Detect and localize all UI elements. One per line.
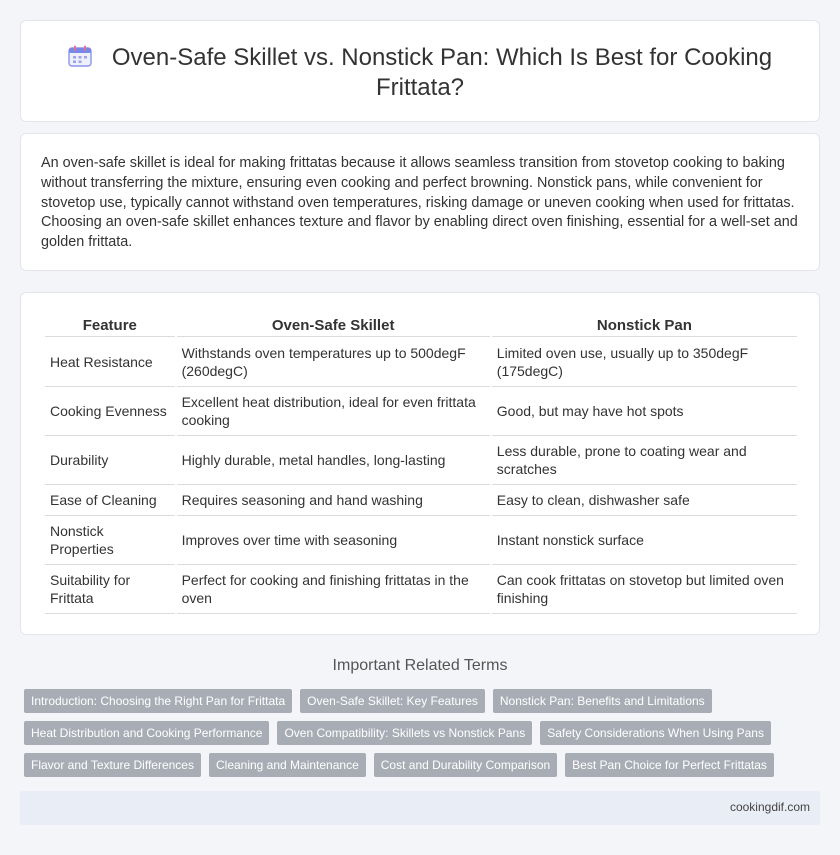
skillet-cell: Requires seasoning and hand washing	[177, 485, 490, 516]
nonstick-cell: Limited oven use, usually up to 350degF (175degC)	[492, 337, 797, 387]
related-tag[interactable]: Nonstick Pan: Benefits and Limitations	[493, 689, 712, 713]
nonstick-cell: Easy to clean, dishwasher safe	[492, 485, 797, 516]
feature-cell: Ease of Cleaning	[45, 485, 175, 516]
table-row	[45, 485, 797, 516]
table-row	[45, 436, 797, 485]
feature-cell: Cooking Evenness	[45, 387, 175, 436]
footer	[20, 791, 820, 825]
related-tag[interactable]: Flavor and Texture Differences	[24, 753, 201, 777]
related-tag[interactable]: Cleaning and Maintenance	[209, 753, 366, 777]
related-tags-row-2	[24, 721, 824, 745]
nonstick-cell: Instant nonstick surface	[492, 516, 797, 565]
header-nonstick-pan: Nonstick Pan	[492, 315, 797, 337]
nonstick-cell: Good, but may have hot spots	[492, 387, 797, 436]
nonstick-cell: Less durable, prone to coating wear and scratches	[492, 436, 797, 485]
header-oven-safe-skillet: Oven-Safe Skillet	[177, 315, 490, 337]
related-tag[interactable]: Heat Distribution and Cooking Performance	[24, 721, 269, 745]
feature-cell: Nonstick Properties	[45, 516, 175, 565]
table-row	[45, 387, 797, 436]
related-tag[interactable]: Oven-Safe Skillet: Key Features	[300, 689, 485, 713]
title-line-1: Oven-Safe Skillet vs. Nonstick Pan: Which Is Best for Cooking	[111, 44, 773, 71]
page-title	[21, 43, 819, 103]
skillet-cell: Highly durable, metal handles, long-lasting	[177, 436, 490, 485]
table-row	[45, 337, 797, 387]
related-tag[interactable]: Cost and Durability Comparison	[374, 753, 557, 777]
comparison-table	[43, 315, 799, 614]
table-row	[45, 565, 797, 614]
related-terms-title: Important Related Terms	[332, 657, 508, 674]
skillet-cell: Withstands oven temperatures up to 500degF (260degC)	[177, 337, 490, 387]
comparison-card	[20, 292, 820, 635]
skillet-cell: Excellent heat distribution, ideal for even frittata cooking	[177, 387, 490, 436]
nonstick-cell: Can cook frittatas on stovetop but limited oven finishing	[492, 565, 797, 614]
related-tag[interactable]: Best Pan Choice for Perfect Frittatas	[565, 753, 774, 777]
title-line-2: Frittata?	[375, 74, 465, 101]
related-tag[interactable]: Safety Considerations When Using Pans	[540, 721, 771, 745]
calendar-icon	[68, 45, 92, 67]
intro-paragraph: An oven-safe skillet is ideal for making frittatas because it allows seamless transition from stovetop cooking to baking without transferring the mixture, ensuring even cooking and perfect browning. Nonstick pans, while convenient for stovetop use, typically cannot withstand oven temperatures, risking damage or uneven cooking when used for frittatas. Choosing an oven-safe skillet enhances texture and flavor by enabling direct oven finishing, essential for a well-set and golden frittata.	[41, 155, 798, 251]
feature-cell: Heat Resistance	[45, 337, 175, 387]
header-feature: Feature	[45, 315, 175, 337]
table-row	[45, 516, 797, 565]
table-header-row	[45, 315, 797, 337]
related-tags-row-3	[24, 753, 824, 777]
related-tags-row-1	[24, 689, 824, 713]
feature-cell: Durability	[45, 436, 175, 485]
skillet-cell: Perfect for cooking and finishing frittatas in the oven	[177, 565, 490, 614]
header-card	[20, 20, 820, 122]
related-tag[interactable]: Introduction: Choosing the Right Pan for Frittata	[24, 689, 292, 713]
footer-site-link[interactable]: cookingdif.com	[729, 800, 810, 814]
intro-card	[20, 133, 820, 271]
related-tag[interactable]: Oven Compatibility: Skillets vs Nonstick Pans	[277, 721, 532, 745]
feature-cell: Suitability for Frittata	[45, 565, 175, 614]
skillet-cell: Improves over time with seasoning	[177, 516, 490, 565]
